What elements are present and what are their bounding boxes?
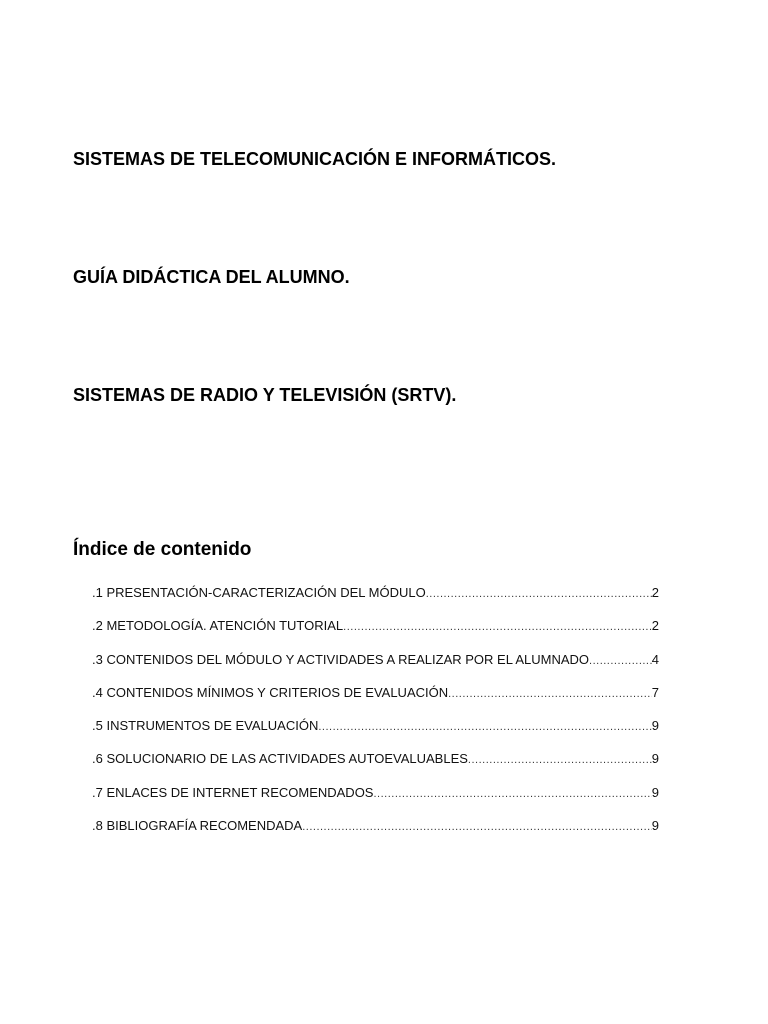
- toc-entry-label: .1 PRESENTACIÓN-CARACTERIZACIÓN DEL MÓDULO: [92, 585, 426, 600]
- table-of-contents: [92, 584, 659, 850]
- toc-dot-leader: [318, 718, 651, 736]
- toc-entry-label: .4 CONTENIDOS MÍNIMOS Y CRITERIOS DE EVALUACIÓN: [92, 684, 449, 700]
- toc-dot-leader: [426, 585, 652, 603]
- toc-dot-leader: [343, 618, 652, 636]
- toc-entry-label: .8 BIBLIOGRAFÍA RECOMENDADA: [92, 818, 303, 834]
- toc-entry-label: .6 SOLUCIONARIO DE LAS ACTIVIDADES AUTOEVALUABLES: [92, 751, 468, 767]
- toc-entry-page: 9: [651, 818, 659, 834]
- toc-entry-page: 2: [651, 585, 659, 600]
- toc-dot-leader: [448, 685, 652, 703]
- toc-entry-page: 9: [651, 751, 659, 767]
- toc-entry-label: .7 ENLACES DE INTERNET RECOMENDADOS: [92, 784, 374, 800]
- toc-dot-leader: [589, 652, 652, 670]
- module-name-heading: SISTEMAS DE RADIO Y TELEVISIÓN (SRTV).: [73, 385, 457, 405]
- toc-entry-page: 9: [651, 784, 659, 800]
- toc-entry-label: .3 CONTENIDOS DEL MÓDULO Y ACTIVIDADES A REALIZAR POR EL ALUMNADO: [92, 651, 590, 667]
- toc-dot-leader: [373, 785, 651, 803]
- toc-dot-leader: [468, 751, 652, 769]
- toc-entry-page: 2: [651, 618, 659, 634]
- toc-entry[interactable]: [92, 584, 659, 617]
- toc-title: Índice de contenido: [73, 539, 252, 560]
- document-subtitle-heading: GUÍA DIDÁCTICA DEL ALUMNO.: [73, 267, 350, 287]
- toc-entry-page: 9: [651, 718, 659, 734]
- toc-entry-page: 4: [651, 651, 659, 667]
- toc-entry-label: .2 METODOLOGÍA. ATENCIÓN TUTORIAL: [92, 618, 344, 634]
- toc-entry[interactable]: [92, 617, 659, 650]
- toc-entry[interactable]: [92, 750, 659, 783]
- document-title-heading: SISTEMAS DE TELECOMUNICACIÓN E INFORMÁTICOS.: [73, 149, 557, 169]
- toc-entry[interactable]: [92, 784, 659, 817]
- toc-entry[interactable]: [92, 817, 659, 850]
- toc-entry[interactable]: [92, 717, 659, 750]
- toc-entry-page: 7: [651, 684, 659, 700]
- toc-entry[interactable]: [92, 651, 659, 684]
- toc-entry[interactable]: [92, 684, 659, 717]
- toc-dot-leader: [302, 818, 652, 836]
- toc-entry-label: .5 INSTRUMENTOS DE EVALUACIÓN: [92, 718, 319, 734]
